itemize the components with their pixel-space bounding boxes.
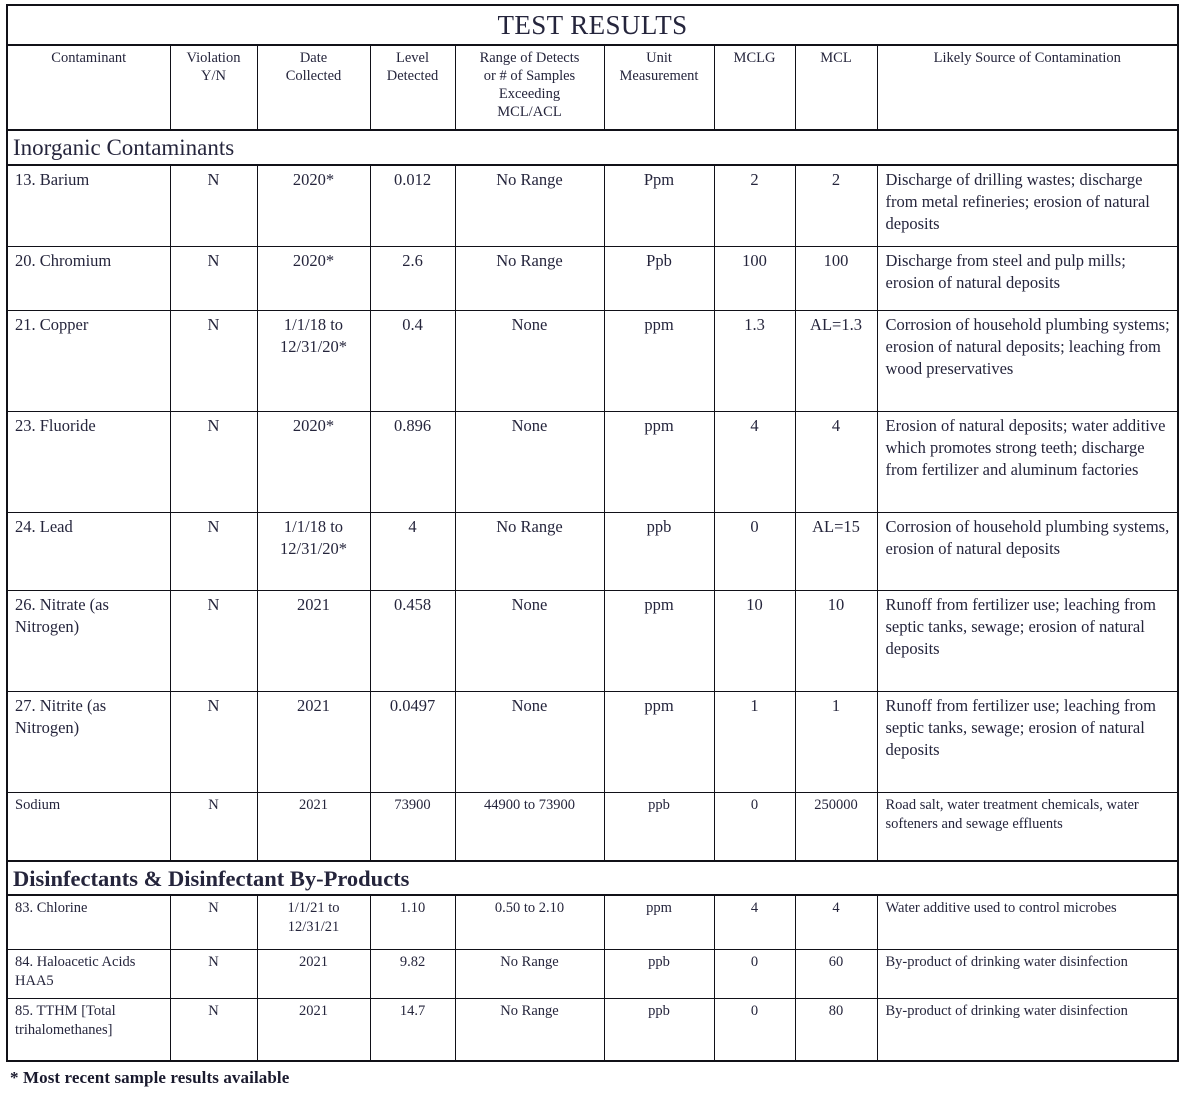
cell-level_detected: 0.0497: [370, 692, 455, 793]
cell-mclg: 2: [714, 165, 795, 247]
cell-violation: N: [170, 412, 257, 513]
cell-range: None: [455, 311, 604, 412]
cell-source: Erosion of natural deposits; water additive which promotes strong teeth; discharge from fertilizer and aluminum factories: [877, 412, 1178, 513]
column-header-7: MCL: [795, 45, 877, 130]
cell-mcl: 100: [795, 247, 877, 311]
cell-source: By-product of drinking water disinfection: [877, 950, 1178, 999]
cell-unit: ppb: [604, 513, 714, 591]
column-header-6: MCLG: [714, 45, 795, 130]
cell-mclg: 0: [714, 513, 795, 591]
column-header-3: Level Detected: [370, 45, 455, 130]
cell-level_detected: 0.896: [370, 412, 455, 513]
cell-date_collected: 2020*: [257, 165, 370, 247]
cell-range: No Range: [455, 999, 604, 1061]
cell-contaminant: 27. Nitrite (as Nitrogen): [7, 692, 170, 793]
cell-range: None: [455, 591, 604, 692]
cell-contaminant: Sodium: [7, 793, 170, 861]
cell-range: No Range: [455, 513, 604, 591]
cell-date_collected: 1/1/18 to 12/31/20*: [257, 513, 370, 591]
cell-contaminant: 21. Copper: [7, 311, 170, 412]
column-header-0: Contaminant: [7, 45, 170, 130]
cell-contaminant: 13. Barium: [7, 165, 170, 247]
column-header-4: Range of Detects or # of Samples Exceeding MCL/ACL: [455, 45, 604, 130]
cell-unit: ppm: [604, 591, 714, 692]
cell-violation: N: [170, 950, 257, 999]
cell-mclg: 4: [714, 895, 795, 950]
test-results-table: [6, 4, 1179, 1062]
cell-unit: Ppm: [604, 165, 714, 247]
cell-contaminant: 83. Chlorine: [7, 895, 170, 950]
cell-level_detected: 0.012: [370, 165, 455, 247]
table-body: [7, 5, 1178, 1061]
cell-mcl: 1: [795, 692, 877, 793]
cell-mcl: AL=15: [795, 513, 877, 591]
cell-unit: ppb: [604, 999, 714, 1061]
cell-mclg: 1.3: [714, 311, 795, 412]
table-row: [7, 895, 1178, 950]
cell-mcl: 80: [795, 999, 877, 1061]
cell-source: Discharge from steel and pulp mills; erosion of natural deposits: [877, 247, 1178, 311]
cell-date_collected: 1/1/21 to 12/31/21: [257, 895, 370, 950]
cell-range: None: [455, 412, 604, 513]
cell-contaminant: 84. Haloacetic Acids HAA5: [7, 950, 170, 999]
cell-date_collected: 2021: [257, 692, 370, 793]
cell-unit: ppm: [604, 692, 714, 793]
cell-mclg: 4: [714, 412, 795, 513]
table-row: [7, 793, 1178, 861]
cell-violation: N: [170, 793, 257, 861]
cell-source: Road salt, water treatment chemicals, water softeners and sewage effluents: [877, 793, 1178, 861]
table-row: [7, 692, 1178, 793]
cell-violation: N: [170, 895, 257, 950]
cell-mcl: 60: [795, 950, 877, 999]
cell-mcl: 4: [795, 895, 877, 950]
table-row: [7, 591, 1178, 692]
title-row: [7, 5, 1178, 45]
cell-level_detected: 9.82: [370, 950, 455, 999]
cell-level_detected: 0.4: [370, 311, 455, 412]
section-header-row: [7, 130, 1178, 165]
cell-mcl: 2: [795, 165, 877, 247]
cell-source: Discharge of drilling wastes; discharge from metal refineries; erosion of natural deposits: [877, 165, 1178, 247]
cell-mclg: 0: [714, 793, 795, 861]
column-header-8: Likely Source of Contamination: [877, 45, 1178, 130]
cell-unit: ppm: [604, 311, 714, 412]
table-row: [7, 412, 1178, 513]
cell-range: 44900 to 73900: [455, 793, 604, 861]
cell-violation: N: [170, 513, 257, 591]
cell-violation: N: [170, 165, 257, 247]
cell-level_detected: 14.7: [370, 999, 455, 1061]
cell-contaminant: 23. Fluoride: [7, 412, 170, 513]
cell-level_detected: 1.10: [370, 895, 455, 950]
page-title: TEST RESULTS: [7, 5, 1178, 45]
cell-mcl: 250000: [795, 793, 877, 861]
cell-date_collected: 2021: [257, 591, 370, 692]
table-row: [7, 311, 1178, 412]
cell-range: No Range: [455, 950, 604, 999]
cell-unit: Ppb: [604, 247, 714, 311]
table-row: [7, 950, 1178, 999]
section-header-row: [7, 861, 1178, 895]
cell-unit: ppb: [604, 950, 714, 999]
table-row: [7, 247, 1178, 311]
cell-unit: ppb: [604, 793, 714, 861]
table-row: [7, 513, 1178, 591]
cell-mcl: 4: [795, 412, 877, 513]
cell-violation: N: [170, 311, 257, 412]
cell-unit: ppm: [604, 895, 714, 950]
cell-source: Runoff from fertilizer use; leaching from septic tanks, sewage; erosion of natural deposits: [877, 591, 1178, 692]
section-heading: Disinfectants & Disinfectant By-Products: [7, 861, 1178, 895]
cell-mcl: 10: [795, 591, 877, 692]
cell-source: Runoff from fertilizer use; leaching from septic tanks, sewage; erosion of natural deposits: [877, 692, 1178, 793]
table-row: [7, 999, 1178, 1061]
cell-level_detected: 73900: [370, 793, 455, 861]
cell-date_collected: 2020*: [257, 412, 370, 513]
footnote: * Most recent sample results available: [10, 1067, 290, 1087]
cell-violation: N: [170, 247, 257, 311]
cell-range: None: [455, 692, 604, 793]
column-header-1: Violation Y/N: [170, 45, 257, 130]
cell-source: Water additive used to control microbes: [877, 895, 1178, 950]
cell-mclg: 100: [714, 247, 795, 311]
cell-violation: N: [170, 591, 257, 692]
cell-mclg: 0: [714, 950, 795, 999]
cell-date_collected: 1/1/18 to 12/31/20*: [257, 311, 370, 412]
cell-range: 0.50 to 2.10: [455, 895, 604, 950]
cell-unit: ppm: [604, 412, 714, 513]
cell-source: Corrosion of household plumbing systems; erosion of natural deposits; leaching from wood preservatives: [877, 311, 1178, 412]
cell-violation: N: [170, 999, 257, 1061]
cell-level_detected: 0.458: [370, 591, 455, 692]
cell-date_collected: 2021: [257, 793, 370, 861]
cell-level_detected: 4: [370, 513, 455, 591]
cell-contaminant: 24. Lead: [7, 513, 170, 591]
cell-mclg: 10: [714, 591, 795, 692]
cell-range: No Range: [455, 247, 604, 311]
cell-mclg: 1: [714, 692, 795, 793]
column-header-row: [7, 45, 1178, 130]
cell-mclg: 0: [714, 999, 795, 1061]
column-header-2: Date Collected: [257, 45, 370, 130]
table-row: [7, 165, 1178, 247]
cell-level_detected: 2.6: [370, 247, 455, 311]
cell-source: Corrosion of household plumbing systems, erosion of natural deposits: [877, 513, 1178, 591]
cell-source: By-product of drinking water disinfection: [877, 999, 1178, 1061]
column-header-5: Unit Measurement: [604, 45, 714, 130]
cell-range: No Range: [455, 165, 604, 247]
cell-mcl: AL=1.3: [795, 311, 877, 412]
cell-date_collected: 2021: [257, 999, 370, 1061]
cell-date_collected: 2021: [257, 950, 370, 999]
section-heading: Inorganic Contaminants: [7, 130, 1178, 165]
cell-contaminant: 85. TTHM [Total trihalomethanes]: [7, 999, 170, 1061]
cell-contaminant: 26. Nitrate (as Nitrogen): [7, 591, 170, 692]
cell-violation: N: [170, 692, 257, 793]
cell-contaminant: 20. Chromium: [7, 247, 170, 311]
cell-date_collected: 2020*: [257, 247, 370, 311]
